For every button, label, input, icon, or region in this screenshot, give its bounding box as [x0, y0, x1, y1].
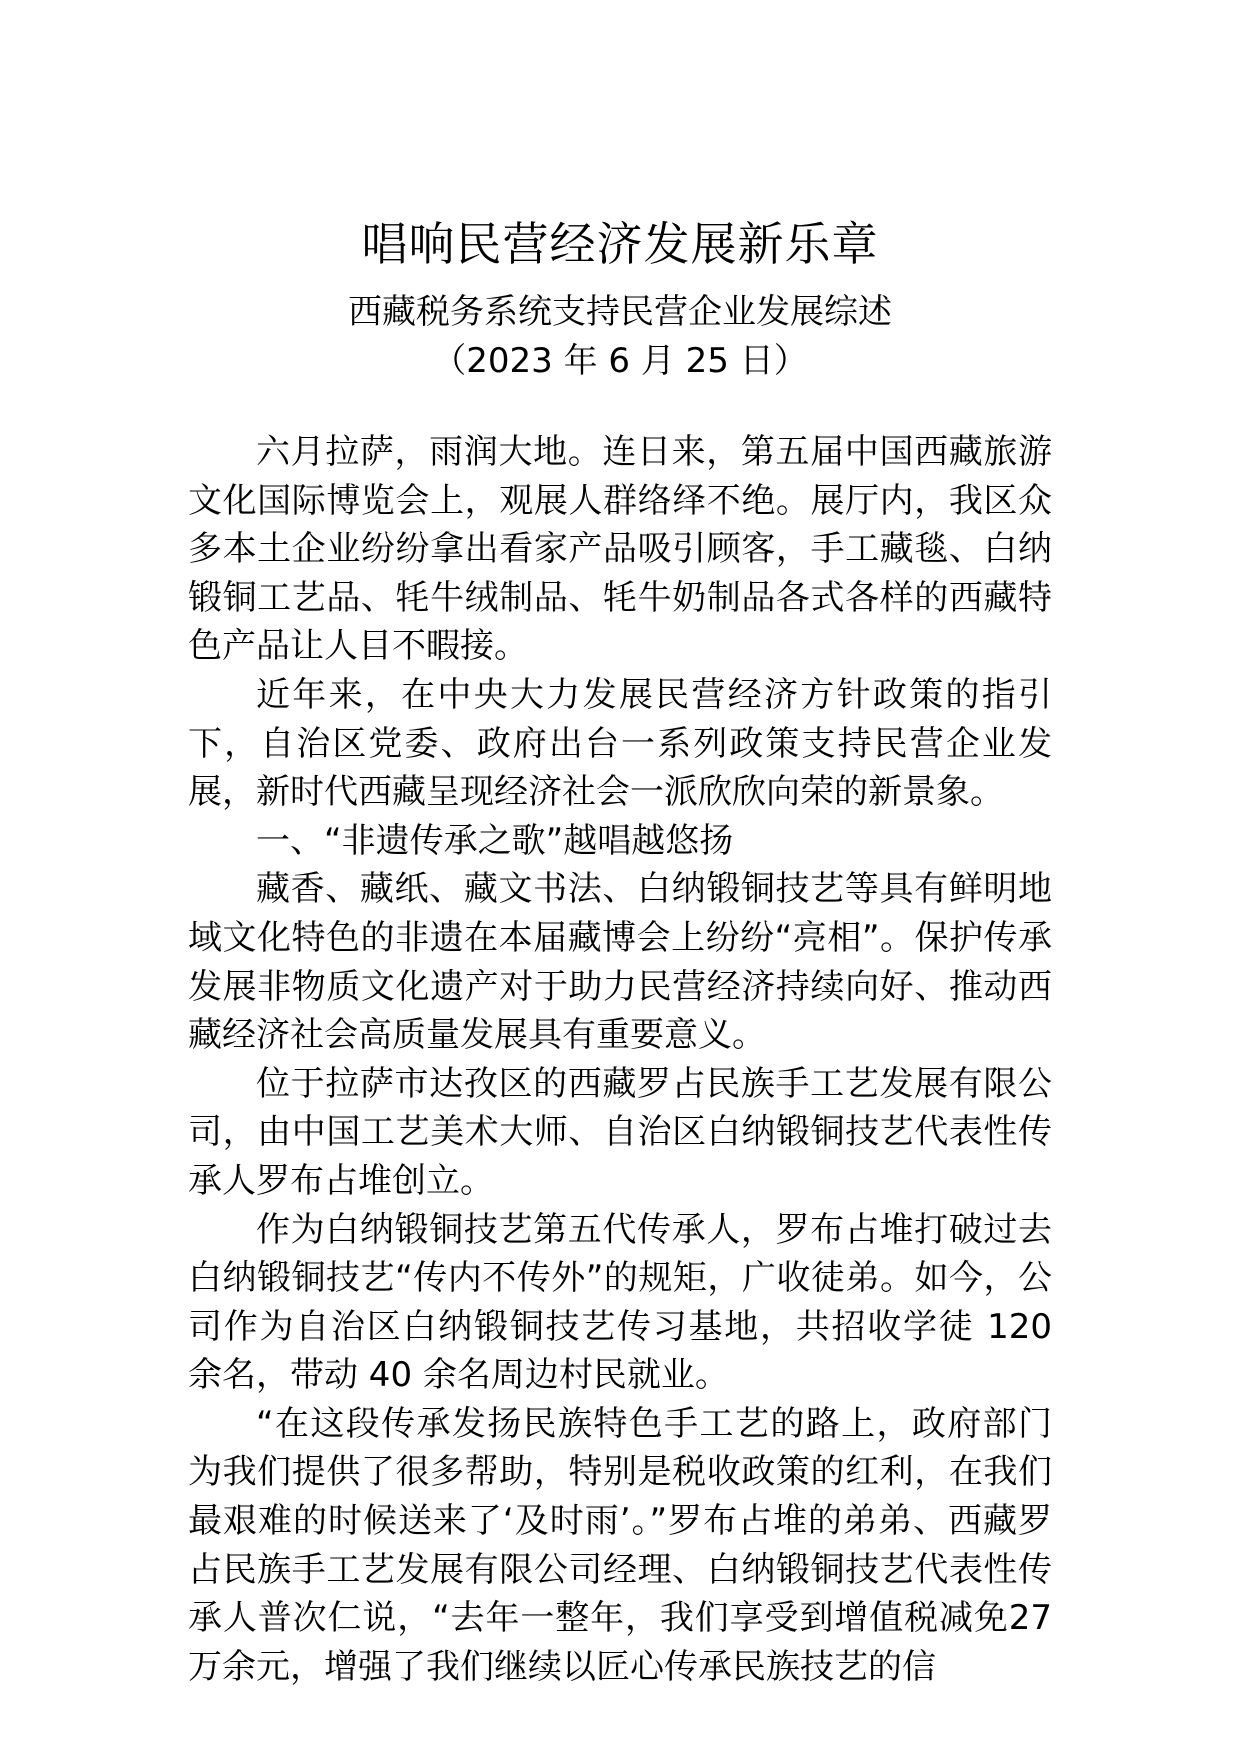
- document-body: [188, 428, 1052, 1691]
- document-title: 唱响民营经济发展新乐章: [361, 217, 879, 271]
- document-date: （2023 年 6 月 25 日）: [432, 341, 808, 381]
- document-subtitle: 西藏税务系统支持民营企业发展综述: [348, 292, 892, 332]
- paragraph: 作为白纳锻铜技艺第五代传承人，罗布占堆打破过去白纳锻铜技艺“传内不传外”的规矩，广收徒弟。如今，公司作为自治区白纳锻铜技艺传习基地，共招收学徒 120 余名，带动 40 余名周边村民就业。: [188, 1209, 1052, 1396]
- paragraph: “在这段传承发扬民族特色手工艺的路上，政府部门为我们提供了很多帮助，特别是税收政策的红利，在我们最艰难的时候送来了‘及时雨’。”罗布占堆的弟弟、西藏罗占民族手工艺发展有限公司经理、白纳锻铜技艺代表性传承人普次仁说，“去年一整年，我们享受到增值税减免27 万余元，增强了我们继续以匠心传承民族技艺的信: [188, 1403, 1052, 1687]
- paragraph: 位于拉萨市达孜区的西藏罗占民族手工艺发展有限公司，由中国工艺美术大师、自治区白纳锻铜技艺代表性传承人罗布占堆创立。: [188, 1063, 1052, 1201]
- paragraph: 藏香、藏纸、藏文书法、白纳锻铜技艺等具有鲜明地域文化特色的非遗在本届藏博会上纷纷“亮相”。保护传承发展非物质文化遗产对于助力民营经济持续向好、推动西藏经济社会高质量发展具有重要意义。: [188, 869, 1052, 1056]
- paragraph: 近年来，在中央大力发展民营经济方针政策的指引下，自治区党委、政府出台一系列政策支持民营企业发展，新时代西藏呈现经济社会一派欣欣向荣的新景象。: [188, 674, 1052, 813]
- section-heading: 一、“非遗传承之歌”越唱越悠扬: [256, 820, 734, 861]
- paragraph: 六月拉萨，雨润大地。连日来，第五届中国西藏旅游文化国际博览会上，观展人群络绎不绝。展厅内，我区众多本土企业纷纷拿出看家产品吸引顾客，手工藏毯、白纳锻铜工艺品、牦牛绒制品、牦牛奶制品各式各样的西藏特色产品让人目不暇接。: [188, 432, 1052, 667]
